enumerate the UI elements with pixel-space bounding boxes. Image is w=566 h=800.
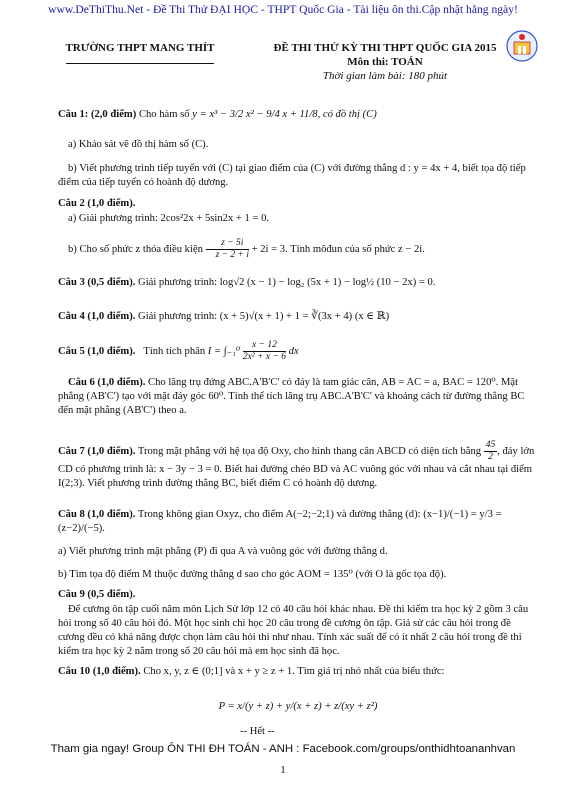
- question-7-denominator: 2: [488, 452, 493, 462]
- question-8-text: Trong không gian Oxyz, cho điểm A(−2;−2;1) và đường thẳng (d): (x−1)/(−1) = y/3 = (z−2)/(−5).: [58, 509, 502, 534]
- school-underline: [66, 63, 214, 64]
- question-5-fraction: [243, 340, 286, 363]
- question-10-expression: P = x/(y + z) + y/(x + z) + z/(xy + z²): [218, 701, 378, 712]
- question-5-denominator: 2x² + x − 6: [242, 352, 286, 362]
- question-9-text: Để cương ôn tập cuối năm môn Lịch Sử lớp 12 có 40 câu hỏi khác nhau. Đề thi kiểm tra học kỳ 2 gồm 3 câu hỏi trong số 40 câu hỏi đó. Một học sinh chỉ học 20 câu trong đề cương ôn tập. Giả sử các câu hỏi trong đề cương đều có khả năng được chọn làm câu hỏi thi như nhau. Tính xác suất để có ít nhất 2 câu hỏi trong đề thi kiểm tra học kỳ 2 nằm trong số 20 câu hỏi mà em học sinh đã học.: [58, 604, 529, 657]
- question-1-function: y = x³ − 3/2 x² − 9/4 x + 11/8: [192, 109, 318, 120]
- question-5: [58, 340, 538, 363]
- question-5-numerator: x − 12: [243, 340, 286, 352]
- question-3: [58, 276, 538, 290]
- question-5-dx: dx: [288, 345, 299, 357]
- question-3-text: Giải phương trình: log√2 (x − 1) − log₂ (5x + 1) − log½ (10 − 2x) = 0.: [138, 277, 436, 288]
- question-2b-denominator: z − 2 + i: [215, 250, 249, 260]
- question-7-fraction: [484, 440, 498, 463]
- question-2b-fraction: [206, 238, 249, 261]
- question-7-text: Trong mặt phẳng với hệ tọa độ Oxy, cho hình thang cân ABCD có diện tích bằng: [137, 445, 482, 457]
- question-1b: b) Viết phương trình tiếp tuyến với (C) tại giao điểm của (C) với đường thẳng d : y = 4x + 4, biết tọa độ tiếp điểm của tiếp tuyến có hoành độ dương.: [58, 163, 526, 188]
- site-banner: www.DeThiThu.Net - Đề Thi Thử ĐẠI HỌC - THPT Quốc Gia - Tài liệu ôn thi.Cập nhật hằng ngày!: [48, 3, 518, 16]
- question-8: [58, 508, 538, 536]
- question-10-text: Cho x, y, z ∈ (0;1] và x + y ≥ z + 1. Tìm giá trị nhỏ nhất của biểu thức:: [143, 666, 445, 677]
- footer-link[interactable]: Tham gia ngay! Group ÔN THI ĐH TOÁN - ANH : Facebook.com/groups/onthidhtoananhvan: [50, 743, 516, 755]
- question-1-label: Câu 1: (2,0 điểm): [58, 109, 137, 120]
- question-10-label: Câu 10 (1,0 điểm).: [58, 666, 141, 677]
- exam-duration: Thời gian làm bài: 180 phút: [322, 70, 448, 82]
- question-2b-text: b) Cho số phức z thỏa điều kiện: [68, 243, 203, 255]
- question-4-text: Giải phương trình: (x + 5)√(x + 1) + 1 = ∛(3x + 4) (x ∈ ℝ): [138, 311, 390, 322]
- question-6-text: Cho lăng trụ đứng ABC.A'B'C' có đáy là tam giác cân, AB = AC = a, BAC = 120⁰. Mặt phẳng (AB'C') tạo với mặt đáy góc 60⁰. Tính thể tích lăng trụ ABC.A'B'C' và khoảng cách từ đường thẳng BC đến mặt phẳng (AB'C') theo a.: [58, 377, 525, 416]
- question-2a: a) Giải phương trình: 2cos²2x + 5sin2x + 1 = 0.: [68, 213, 270, 224]
- question-6-label: Câu 6 (1,0 điểm).: [68, 377, 146, 388]
- question-10: [58, 665, 538, 679]
- question-2b-numerator: z − 5i: [206, 238, 249, 250]
- question-6: [58, 376, 538, 418]
- question-4-label: Câu 4 (1,0 điểm).: [58, 311, 136, 322]
- question-7-numerator: 45: [485, 440, 496, 450]
- question-7: Câu 7 (1,0 điểm). Trong mặt phẳng với hệ tọa độ Oxy, cho hình thang cân ABCD có diện tích bằng $\frac{45}{2}$ , đáy lớn CD có phương trình là: x − 3y − 3 = 0. Biết hai đường chéo BD và AC vuông góc với nhau và cắt nhau tại điểm I(2;3). Viết phương trình đường thẳng BC, biết điểm C có hoành độ dương.: [58, 440, 535, 489]
- question-5-text: Tính tích phân: [143, 345, 206, 357]
- question-2-label: Câu 2 (1,0 điểm).: [58, 198, 136, 209]
- end-marker: -- Hết --: [240, 726, 275, 737]
- page-number: 1: [280, 764, 286, 776]
- exam-title: ĐỀ THI THỬ KỲ THI THPT QUỐC GIA 2015: [273, 42, 497, 54]
- question-1a: a) Khảo sát vẽ đồ thị hàm số (C).: [68, 139, 209, 150]
- exam-subject: Môn thi: TOÁN: [347, 56, 423, 68]
- question-7-label: Câu 7 (1,0 điểm).: [58, 445, 136, 457]
- school-name: TRƯỜNG THPT MANG THÍT: [65, 42, 215, 54]
- question-3-label: Câu 3 (0,5 điểm).: [58, 277, 136, 288]
- question-1: [58, 108, 538, 122]
- question-9-label: Câu 9 (0,5 điểm).: [58, 589, 136, 600]
- question-8b: b) Tìm tọa độ điểm M thuộc đường thẳng d sao cho góc AOM = 135⁰ (với O là gốc tọa độ).: [58, 569, 447, 580]
- question-1-text: Cho hàm số: [138, 109, 190, 120]
- question-5-integral: I = ∫₋₁⁰: [207, 345, 241, 357]
- question-1-text-end: , có đồ thị (C): [317, 109, 377, 120]
- question-2b-text-end: + 2i = 3. Tính môđun của số phức z − 2i.: [251, 243, 425, 255]
- question-2b: [58, 238, 538, 261]
- question-8a: a) Viết phương trình mặt phẳng (P) đi qua A và vuông góc với đường thẳng d.: [58, 546, 388, 557]
- question-8-label: Câu 8 (1,0 điểm).: [58, 509, 136, 520]
- question-4: [58, 310, 538, 324]
- question-7-text-end: đáy lớn CD có phương trình là: x − 3y − 3 = 0. Biết hai đường chéo BD và AC vuông góc với nhau và cắt nhau tại điểm I(2;3). Viết phương trình đường thẳng BC, biết điểm C có hoành độ dương.: [58, 445, 535, 489]
- question-5-label: Câu 5 (1,0 điểm).: [58, 345, 136, 357]
